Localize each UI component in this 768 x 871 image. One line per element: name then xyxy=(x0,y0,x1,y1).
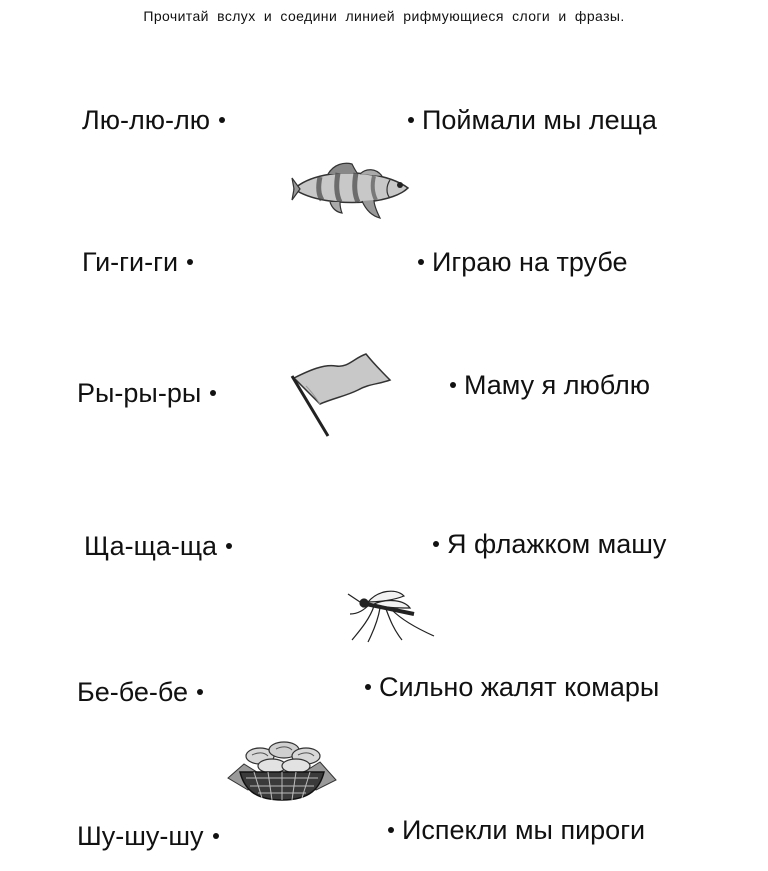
fish-icon xyxy=(290,158,414,224)
right-item-6[interactable] xyxy=(388,814,645,846)
left-item-1[interactable] xyxy=(82,104,225,136)
connect-dot[interactable] xyxy=(219,117,225,123)
left-item-4[interactable] xyxy=(84,530,232,562)
right-item-label: Я флажком машу xyxy=(447,529,667,559)
flag-icon xyxy=(290,350,394,440)
right-item-3[interactable] xyxy=(450,369,650,401)
left-item-label: Ща-ща-ща xyxy=(84,531,218,561)
left-item-3[interactable] xyxy=(77,377,216,409)
connect-dot[interactable] xyxy=(418,259,424,265)
connect-dot[interactable] xyxy=(408,117,414,123)
mosquito-icon xyxy=(344,584,438,644)
right-item-label: Играю на трубе xyxy=(432,247,628,277)
connect-dot[interactable] xyxy=(197,689,203,695)
left-item-label: Бе-бе-бе xyxy=(77,677,189,707)
right-item-5[interactable] xyxy=(365,671,659,703)
left-item-label: Лю-лю-лю xyxy=(82,105,210,135)
connect-dot[interactable] xyxy=(365,684,371,690)
connect-dot[interactable] xyxy=(187,259,193,265)
right-item-label: Поймали мы леща xyxy=(422,105,657,135)
left-item-2[interactable] xyxy=(82,246,193,278)
right-item-1[interactable] xyxy=(408,104,657,136)
connect-dot[interactable] xyxy=(388,827,394,833)
pie-basket-icon xyxy=(226,734,338,804)
left-item-label: Шу-шу-шу xyxy=(77,821,204,851)
connect-dot[interactable] xyxy=(433,541,439,547)
instruction-text: Прочитай вслух и соедини линией рифмующиеся слоги и фразы. xyxy=(143,8,625,24)
connect-dot[interactable] xyxy=(226,543,232,549)
left-item-5[interactable] xyxy=(77,676,203,708)
connect-dot[interactable] xyxy=(450,382,456,388)
right-item-label: Испекли мы пироги xyxy=(402,815,646,845)
connect-dot[interactable] xyxy=(213,833,219,839)
right-item-label: Маму я люблю xyxy=(464,370,651,400)
left-item-6[interactable] xyxy=(77,820,219,852)
left-item-label: Ры-ры-ры xyxy=(77,378,202,408)
right-item-2[interactable] xyxy=(418,246,628,278)
right-item-label: Сильно жалят комары xyxy=(379,672,660,702)
connect-dot[interactable] xyxy=(210,390,216,396)
right-item-4[interactable] xyxy=(433,528,666,560)
left-item-label: Ги-ги-ги xyxy=(82,247,179,277)
